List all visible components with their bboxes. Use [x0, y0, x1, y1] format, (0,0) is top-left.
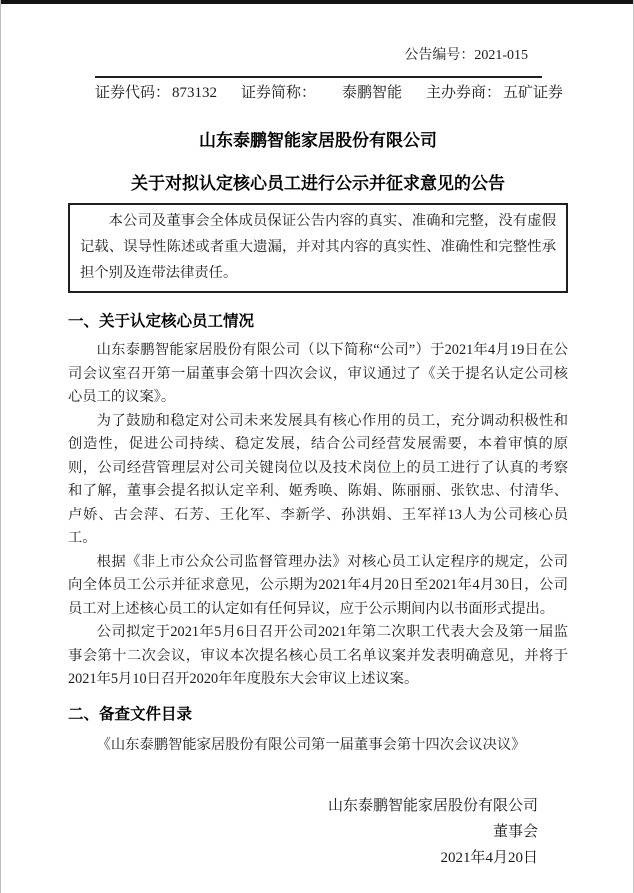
- paragraph-nominated-employees: 为了鼓励和稳定对公司未来发展具有核心作用的员工，充分调动积极性和创造性，促进公司持续、稳定发展，结合公司经营发展需要，本着审慎的原则，公司经营管理层对公司关键岗位以及技术岗位上的员工进行了认真的考察和了解，董事会提名拟认定辛利、姬秀唤、陈娟、陈丽丽、张钦忠、付清华、卢娇、古会萍、石芳、王化军、李新学、孙洪娟、王军祥13人为公司核心员工。: [68, 412, 568, 546]
- paragraph-board-meeting: 山东泰鹏智能家居股份有限公司（以下简称“公司”）于2021年4月19日在公司会议室召开第一届董事会第十四次会议，审议通过了《关于提名认定公司核心员工的议案》。: [68, 342, 568, 405]
- securities-short-name-value: 泰鹏智能: [341, 85, 402, 101]
- scan-left-edge-artifact: [0, 0, 1, 893]
- reference-document-item: 《山东泰鹏智能家居股份有限公司第一届董事会第十四次会议决议》: [96, 736, 526, 753]
- company-title: 山东泰鹏智能家居股份有限公司: [199, 131, 437, 150]
- sponsor-broker-label: 主办券商：: [425, 85, 501, 101]
- board-disclaimer-box: 本公司及董事会全体成员保证公告内容的真实、准确和完整，没有虚假记载、误导性陈述或者重大遗漏，并对其内容的真实性、准确性和完整性承担个别及连带法律责任。: [68, 203, 568, 293]
- announcement-number: 公告编号：2021-015: [404, 48, 528, 63]
- securities-short-name-label: 证券简称：: [240, 85, 316, 101]
- scan-top-edge-artifact: [0, 0, 634, 4]
- securities-code-value: 873132: [172, 85, 218, 101]
- announcement-title: 关于对拟认定核心员工进行公示并征求意见的公告: [131, 174, 505, 193]
- paragraph-public-notice-period: 根据《非上市公众公司监督管理办法》对核心员工认定程序的规定，公司向全体员工公示并征求意见，公示期为2021年4月20日至2021年4月30日，公司员工对上述核心员工的认定如有任何异议，应于公示期间内以书面形式提出。: [68, 553, 568, 617]
- signature-date: 2021年4月20日: [440, 850, 538, 866]
- paragraph-upcoming-meetings: 公司拟定于2021年5月6日召开公司2021年第二次职工代表大会及第一届监事会第十二次会议，审议本次提名核心员工名单议案并发表明确意见，并将于2021年5月10日召开2020年年度股东大会审议上述议案。: [68, 624, 568, 687]
- securities-code: [95, 81, 217, 102]
- sponsor-broker: [426, 81, 563, 102]
- securities-info-row: [95, 81, 563, 102]
- section-heading-reference-documents: 二、备查文件目录: [68, 705, 193, 723]
- signature-company: 山东泰鹏智能家居股份有限公司: [327, 798, 538, 814]
- signature-board: 董事会: [492, 824, 538, 840]
- section-heading-core-employees: 一、关于认定核心员工情况: [68, 313, 255, 330]
- securities-code-label: 证券代码：: [95, 85, 171, 101]
- signature-block: [68, 793, 568, 871]
- securities-short-name: [241, 81, 402, 102]
- sponsor-broker-value: 五矿证券: [502, 85, 563, 101]
- header-divider-rule: [95, 76, 542, 78]
